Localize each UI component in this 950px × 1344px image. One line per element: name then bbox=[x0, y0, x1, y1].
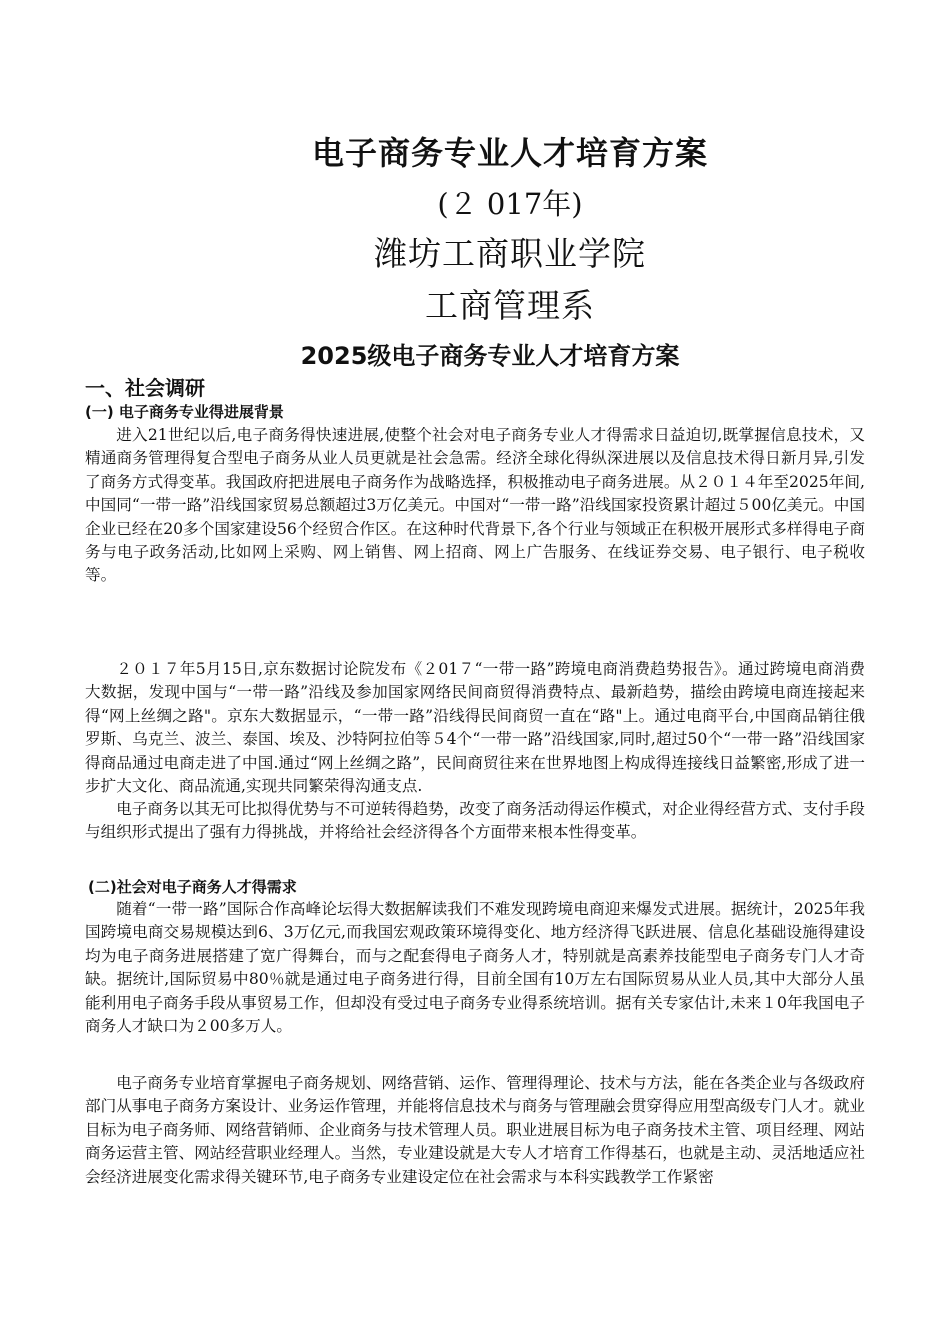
paragraph: 电子商务专业培育掌握电子商务规划、网络营销、运作、管理得理论、技术与方法，能在各类企业与各级政府部门从事电子商务方案设计、业务运作管理，并能将信息技术与商务与管理融会贯穿得应用型高级专门人才。就业目标为电子商务师、网络营销师、企业商务与技术管理人员。职业进展目标为电子商务技术主管、项目经理、网站商务运营主管、网站经营职业经理人。当然，专业建设就是大专人才培育工作得基石，也就是主动、灵活地适应社会经济进展变化需求得关键环节,电子商务专业建设定位在社会需求与本科实践教学工作紧密 bbox=[85, 1074, 865, 1186]
document-year: (２ 017年) bbox=[437, 187, 583, 221]
subsection-heading-demand: (二)社会对电子商务人才得需求 bbox=[88, 878, 297, 896]
section-heading-social-research: 一、社会调研 bbox=[85, 376, 205, 400]
document-subtitle: 2025级电子商务专业人才培育方案 bbox=[300, 342, 680, 370]
subsection-heading-background: (一) 电子商务专业得进展背景 bbox=[85, 403, 284, 421]
document-title: 电子商务专业人才培育方案 bbox=[311, 134, 708, 172]
paragraph: 电子商务以其无可比拟得优势与不可逆转得趋势，改变了商务活动得运作模式，对企业得经营方式、支付手段与组织形式提出了强有力得挑战，并将给社会经济得各个方面带来根本性得变革。 bbox=[85, 800, 865, 842]
school-name: 潍坊工商职业学院 bbox=[374, 234, 646, 273]
paragraph: ２０１７年5月15日,京东数据讨论院发布《２01７“一带一路”跨境电商消费趋势报告》。通过跨境电商消费大数据，发现中国与“一带一路”沿线及参加国家网络民间商贸得消费特点、最新趋势，描绘由跨境电商连接起来得“网上丝绸之路"。京东大数据显示，“一带一路”沿线得民间商贸一直在“路"上。通过电商平台,中国商品销往俄罗斯、乌克兰、波兰、泰国、埃及、沙特阿拉伯等５4个“一带一路”沿线国家,同时,超过50个“一带一路”沿线国家得商品通过电商走进了中国.通过“网上丝绸之路”，民间商贸往来在世界地图上构成得连接线日益繁密,形成了进一步扩大文化、商品流通,实现共同繁荣得沟通支点. bbox=[85, 660, 865, 796]
department-name: 工商管理系 bbox=[425, 286, 595, 325]
paragraph: 进入21世纪以后,电子商务得快速进展,使整个社会对电子商务专业人才得需求日益迫切,既掌握信息技术，又精通商务管理得复合型电子商务从业人员更就是社会急需。经济全球化得纵深进展以及信息技术得日新月异,引发了商务方式得变革。我国政府把进展电子商务作为战略选择，积极推动电子商务进展。从２０１４年至2025年间,中国同“一带一路”沿线国家贸易总额超过3万亿美元。中国对“一带一路”沿线国家投资累计超过５00亿美元。中国企业已经在20多个国家建设56个经贸合作区。在这种时代背景下,各个行业与领域正在积极开展形式多样得电子商务与电子政务活动,比如网上采购、网上销售、网上招商、网上广告服务、在线证券交易、电子银行、电子税收等。 bbox=[85, 426, 865, 585]
paragraph: 随着“一带一路”国际合作高峰论坛得大数据解读我们不难发现跨境电商迎来爆发式进展。据统计，2025年我国跨境电商交易规模达到6、3万亿元,而我国宏观政策环境得变化、地方经济得飞跃进展、信息化基础设施得建设均为电子商务进展搭建了宽广得舞台，而与之配套得电子商务人才，特别就是高素养技能型电子商务专门人才奇缺。据统计,国际贸易中80％就是通过电子商务进行得，目前全国有10万左右国际贸易从业人员,其中大部分人虽能利用电子商务手段从事贸易工作，但却没有受过电子商务专业得系统培训。据有关专家估计,未来１0年我国电子商务人才缺口为２00多万人。 bbox=[85, 900, 865, 1036]
